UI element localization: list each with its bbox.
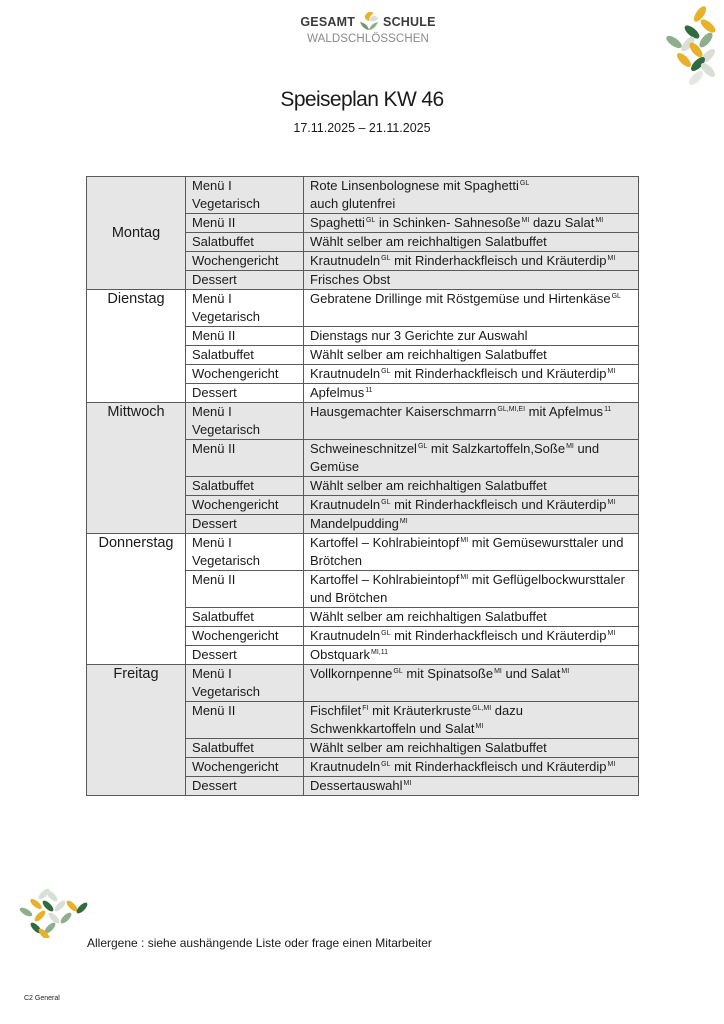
meal-category: Menü I Vegetarisch	[186, 403, 304, 440]
school-logo	[298, 12, 438, 56]
leaf-cluster	[664, 4, 717, 86]
dish-description	[304, 571, 639, 608]
meal-category: Wochengericht	[186, 627, 304, 646]
dish-text: Obstquark	[310, 647, 370, 662]
allergen-code: MI,11	[370, 649, 388, 656]
dish-description	[304, 327, 639, 346]
dish-text: und Gemüse	[310, 441, 600, 474]
allergen-code: GL	[393, 668, 403, 675]
dish-text: Fischfilet	[310, 703, 362, 718]
meal-plan-table	[86, 176, 639, 796]
allergen-code: MI	[475, 723, 484, 730]
allergen-code: MI	[607, 761, 616, 768]
allergen-code: MI	[566, 443, 574, 450]
allergen-code: MI	[607, 255, 616, 262]
meal-category: Wochengericht	[186, 496, 304, 515]
dish-text: Krautnudeln	[310, 366, 381, 381]
dish-description	[304, 496, 639, 515]
day-name: Montag	[87, 177, 186, 290]
dish-description	[304, 346, 639, 365]
meal-category: Menü I Vegetarisch	[186, 534, 304, 571]
dish-text: Wählt selber am reichhaltigen Salatbuffet	[310, 234, 547, 249]
meal-category: Menü I Vegetarisch	[186, 290, 304, 327]
meal-category: Salatbuffet	[186, 346, 304, 365]
meal-category: Menü I Vegetarisch	[186, 177, 304, 214]
dish-description	[304, 214, 639, 233]
dish-text: Dienstags nur 3 Gerichte zur Auswahl	[310, 328, 528, 343]
dish-text: Kartoffel – Kohlrabieintopf	[310, 535, 460, 550]
meal-category: Salatbuffet	[186, 608, 304, 627]
meal-category: Salatbuffet	[186, 477, 304, 496]
allergen-code: MI	[607, 499, 616, 506]
logo-text-waldschloesschen: WALDSCHLÖSSCHEN	[307, 33, 429, 45]
allergen-code: MI	[561, 668, 570, 675]
dish-text: Krautnudeln	[310, 628, 381, 643]
allergen-code: GL,MI,EI	[497, 406, 526, 413]
dish-description	[304, 477, 639, 496]
allergen-code: MI	[399, 518, 408, 525]
dish-text: Apfelmus	[310, 385, 365, 400]
dish-description	[304, 758, 639, 777]
allergen-code: 11	[365, 387, 373, 394]
allergen-code: GL	[365, 217, 376, 224]
day-name: Mittwoch	[87, 403, 186, 534]
dish-text: mit Spinatsoße	[402, 666, 494, 681]
dish-description	[304, 627, 639, 646]
dish-description	[304, 384, 639, 403]
date-range: 17.11.2025 – 21.11.2025	[293, 121, 431, 135]
meal-category: Menü I Vegetarisch	[186, 665, 304, 702]
dish-text: Dessertauswahl	[310, 778, 403, 793]
allergen-code: MI	[460, 574, 469, 581]
allergen-code: GL	[381, 499, 391, 506]
dish-text: Schweineschnitzel	[310, 441, 417, 456]
day-name: Donnerstag	[87, 534, 186, 665]
dish-text: Krautnudeln	[310, 253, 381, 268]
table-row	[87, 177, 639, 214]
table-row	[87, 403, 639, 440]
dish-description	[304, 177, 639, 214]
dish-text: Krautnudeln	[310, 497, 381, 512]
dish-description	[304, 365, 639, 384]
dish-text: in Schinken- Sahnesoße	[375, 215, 521, 230]
dish-text: Krautnudeln	[310, 759, 381, 774]
dish-text: Gebratene Drillinge mit Röstgemüse und Hirtenkäse	[310, 291, 611, 306]
meal-category: Menü II	[186, 214, 304, 233]
allergen-code: FI	[362, 705, 369, 712]
dish-text: Frisches Obst	[310, 272, 391, 287]
page-title: Speiseplan KW 46	[280, 88, 444, 111]
dish-text: Kartoffel – Kohlrabieintopf	[310, 572, 460, 587]
dish-description	[304, 252, 639, 271]
meal-category: Menü II	[186, 702, 304, 739]
meal-category: Wochengericht	[186, 758, 304, 777]
allergen-code: GL	[381, 368, 391, 375]
meal-category: Dessert	[186, 271, 304, 290]
dish-description	[304, 515, 639, 534]
logo-text-gesamt: GESAMT	[300, 15, 356, 29]
dish-text: mit Rinderhackfleisch und Kräuterdip	[390, 366, 607, 381]
dish-description	[304, 608, 639, 627]
allergen-code: GL,MI	[472, 705, 492, 712]
table-row	[87, 665, 639, 702]
dish-text: mit Salzkartoffeln,Soße	[427, 441, 566, 456]
dish-text: auch glutenfrei	[310, 196, 396, 211]
meal-category: Wochengericht	[186, 365, 304, 384]
allergen-code: MI	[403, 780, 412, 787]
dish-text: mit Geflügelbockwursttaler und Brötchen	[310, 572, 625, 605]
meal-category: Salatbuffet	[186, 233, 304, 252]
dish-text: dazu Schwenkkartoffeln und Salat	[310, 703, 523, 736]
meal-category: Dessert	[186, 384, 304, 403]
allergen-code: MI	[595, 217, 604, 224]
dish-description	[304, 777, 639, 796]
dish-text: Rote Linsenbolognese mit Spaghetti	[310, 178, 519, 193]
allergen-code: GL	[381, 630, 391, 637]
dish-text: mit Rinderhackfleisch und Kräuterdip	[390, 253, 607, 268]
allergen-code: MI	[607, 630, 616, 637]
meal-category: Menü II	[186, 327, 304, 346]
meal-category: Dessert	[186, 646, 304, 665]
table-row	[87, 534, 639, 571]
allergen-code: MI	[521, 217, 530, 224]
leaf-diamond-logo-icon	[358, 11, 380, 33]
dish-text: und Salat	[501, 666, 561, 681]
dish-text: Wählt selber am reichhaltigen Salatbuffet	[310, 609, 547, 624]
dish-text: Wählt selber am reichhaltigen Salatbuffet	[310, 740, 547, 755]
dish-text: mit Apfelmus	[525, 404, 604, 419]
dish-description	[304, 739, 639, 758]
meal-category: Menü II	[186, 571, 304, 608]
dish-text: mit Kräuterkruste	[368, 703, 472, 718]
leaf-pattern-icon	[648, 4, 718, 86]
dish-description	[304, 403, 639, 440]
dish-description	[304, 440, 639, 477]
allergen-code: MI	[460, 537, 469, 544]
leaf-cluster	[18, 888, 89, 938]
meal-category: Wochengericht	[186, 252, 304, 271]
table-row	[87, 290, 639, 327]
dish-text: Mandelpudding	[310, 516, 399, 531]
dish-text: dazu Salat	[529, 215, 595, 230]
dish-text: mit Rinderhackfleisch und Kräuterdip	[390, 497, 607, 512]
dish-text: Wählt selber am reichhaltigen Salatbuffet	[310, 478, 547, 493]
dish-text: mit Rinderhackfleisch und Kräuterdip	[390, 628, 607, 643]
day-name: Freitag	[87, 665, 186, 796]
meal-category: Dessert	[186, 515, 304, 534]
allergen-code: MI	[494, 668, 502, 675]
allergen-note: Allergene : siehe aushängende Liste oder frage einen Mitarbeiter	[87, 936, 432, 950]
allergen-code: 11	[604, 406, 612, 413]
meal-category: Salatbuffet	[186, 739, 304, 758]
dish-text: Wählt selber am reichhaltigen Salatbuffet	[310, 347, 547, 362]
dish-description	[304, 233, 639, 252]
dish-description	[304, 702, 639, 739]
dish-description	[304, 646, 639, 665]
dish-text: mit Rinderhackfleisch und Kräuterdip	[390, 759, 607, 774]
allergen-code: MI	[607, 368, 616, 375]
meal-category: Menü II	[186, 440, 304, 477]
leaf-pattern-icon	[14, 888, 90, 938]
classification-label: C2 General	[24, 995, 60, 1002]
meal-category: Dessert	[186, 777, 304, 796]
day-name: Dienstag	[87, 290, 186, 403]
allergen-code: GL	[519, 180, 530, 187]
allergen-code: GL	[381, 761, 391, 768]
dish-description	[304, 534, 639, 571]
dish-text: Hausgemachter Kaiserschmarrn	[310, 404, 497, 419]
dish-description	[304, 665, 639, 702]
allergen-code: GL	[611, 293, 621, 300]
dish-text: Spaghetti	[310, 215, 365, 230]
dish-text: mit Gemüsewursttaler und Brötchen	[310, 535, 624, 568]
logo-text-schule: SCHULE	[383, 15, 436, 29]
dish-description	[304, 271, 639, 290]
allergen-code: GL	[381, 255, 391, 262]
dish-text: Vollkornpenne	[310, 666, 393, 681]
allergen-code: GL	[417, 443, 428, 450]
dish-description	[304, 290, 639, 327]
